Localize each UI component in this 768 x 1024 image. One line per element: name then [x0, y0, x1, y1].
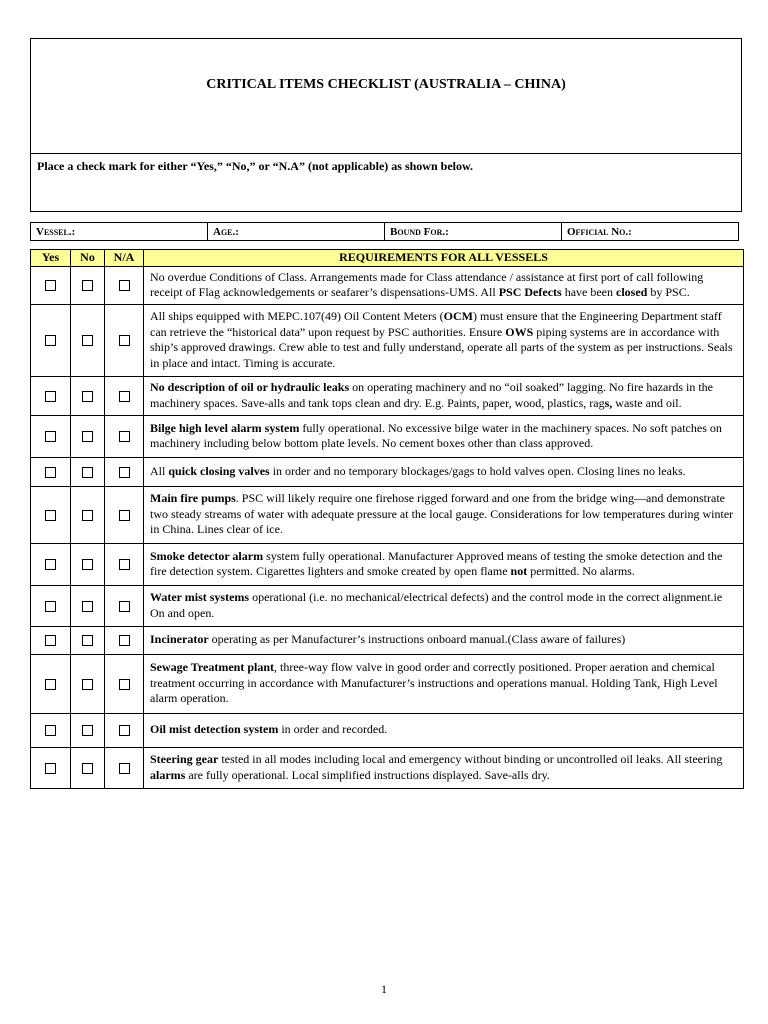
requirement-bold-text: Steering gear [150, 752, 219, 766]
requirement-text [144, 626, 744, 654]
requirement-bold-text: Main fire pumps [150, 491, 236, 506]
cell-yes [31, 585, 71, 626]
cell-yes [31, 266, 71, 304]
requirement-text [144, 654, 744, 713]
requirement-text [144, 486, 744, 543]
checklist-row-oil-content-meters [31, 304, 744, 376]
header-yes: Yes [31, 250, 71, 267]
requirement-bold-text: Sewage Treatment plant [150, 660, 274, 675]
cell-no [71, 747, 105, 788]
checklist-row-bilge-alarm [31, 415, 744, 457]
na-checkbox[interactable] [119, 635, 130, 646]
cell-yes [31, 457, 71, 486]
requirement-bold-text: OCM [443, 309, 473, 323]
header-na: N/A [105, 250, 144, 267]
checklist-row-fire-pumps [31, 486, 744, 543]
yes-checkbox[interactable] [45, 763, 56, 774]
checklist-row-water-mist [31, 585, 744, 626]
requirement-text-segment: tested in all modes including local and emergency without binding or uncontrolled oil leaks. All steering [218, 752, 723, 766]
no-checkbox[interactable] [82, 510, 93, 521]
requirement-bold-text: Smoke detector alarm [150, 548, 264, 563]
requirement-bold-text: closed [616, 285, 648, 299]
header-box [30, 38, 742, 212]
requirement-bold-text: Oil mist detection system [150, 722, 279, 737]
requirement-text-segment: All ships equipped with MEPC.107(49) Oil Content Meters ( [150, 309, 444, 323]
cell-yes [31, 543, 71, 585]
na-checkbox[interactable] [119, 763, 130, 774]
cell-yes [31, 376, 71, 415]
requirement-text [144, 585, 744, 626]
na-checkbox[interactable] [119, 559, 130, 570]
checklist-row-smoke-detector [31, 543, 744, 585]
requirement-text-segment: are fully operational. Local simplified instructions displayed. Save-alls dry. [185, 767, 550, 782]
yes-checkbox[interactable] [45, 725, 56, 736]
cell-na [105, 543, 144, 585]
cell-yes [31, 654, 71, 713]
requirement-text-segment: waste and oil. [612, 395, 682, 410]
yes-checkbox[interactable] [45, 559, 56, 570]
cell-no [71, 304, 105, 376]
page-number: 1 [381, 982, 387, 996]
na-checkbox[interactable] [119, 679, 130, 690]
yes-checkbox[interactable] [45, 467, 56, 478]
requirement-bold-text: alarms [150, 767, 186, 782]
no-checkbox[interactable] [82, 431, 93, 442]
cell-na [105, 376, 144, 415]
header-requirements: REQUIREMENTS FOR ALL VESSELS [144, 250, 744, 267]
no-checkbox[interactable] [82, 679, 93, 690]
requirement-bold-text: Bilge high level alarm system [150, 420, 300, 435]
instruction-text: Place a check mark for either “Yes,” “No,” or “N.A” (not applicable) as shown below. [37, 159, 473, 173]
requirement-text [144, 415, 744, 457]
no-checkbox[interactable] [82, 601, 93, 612]
vessel-field[interactable]: Vessel.: [31, 223, 208, 241]
requirement-text [144, 266, 744, 304]
cell-yes [31, 304, 71, 376]
yes-checkbox[interactable] [45, 635, 56, 646]
requirement-bold-text: PSC Defects [498, 285, 562, 299]
requirement-text-segment: No overdue Conditions of Class. Arrangements made for Class attendance / assistance at first port of call following receipt of Flag acknowledgements or seafarer’s dispensations-UMS. All [150, 269, 704, 299]
requirement-text [144, 376, 744, 415]
na-checkbox[interactable] [119, 280, 130, 291]
cell-no [71, 457, 105, 486]
checklist-header-row [31, 250, 744, 267]
na-checkbox[interactable] [119, 391, 130, 402]
vessel-info-row [31, 223, 739, 241]
requirement-text-segment: operating as per Manufacturer’s instructions onboard manual.(Class aware of failures) [208, 632, 626, 647]
na-checkbox[interactable] [119, 467, 130, 478]
no-checkbox[interactable] [82, 635, 93, 646]
age-field[interactable]: Age.: [208, 223, 385, 241]
cell-no [71, 376, 105, 415]
cell-no [71, 585, 105, 626]
cell-na [105, 457, 144, 486]
requirement-bold-text: Incinerator [150, 632, 209, 647]
checklist-row-sewage-plant [31, 654, 744, 713]
requirement-bold-text: No description of oil or hydraulic leaks [150, 380, 350, 394]
requirement-text-segment: ) must ensure that the Engineering Department staff can retrieve the “historical data” upon request by PSC authorities. Ensure [150, 309, 722, 339]
requirement-text-segment: have been [561, 285, 616, 299]
official-no-field[interactable]: Official No.: [562, 223, 739, 241]
na-checkbox[interactable] [119, 725, 130, 736]
requirement-text [144, 713, 744, 747]
cell-no [71, 415, 105, 457]
na-checkbox[interactable] [119, 601, 130, 612]
requirement-bold-text: quick closing valves [168, 463, 270, 478]
requirement-text-segment: in order and no temporary blockages/gags to hold valves open. Closing lines no leaks. [269, 463, 686, 478]
requirement-text-segment: piping systems are in accordance with ship’s approved drawings. Crew able to test and fully understand, operate all parts of the system as per instructions. Seals in place and intact. Timing is accurate. [150, 324, 733, 370]
cell-no [71, 713, 105, 747]
yes-checkbox[interactable] [45, 601, 56, 612]
requirement-bold-text: OWS [505, 324, 534, 339]
requirement-text-segment: system fully operational. Manufacturer Approved means of testing the smoke detection and the fire detection system. Cigarettes lighters and smoke created by open flame [150, 548, 723, 578]
cell-yes [31, 486, 71, 543]
checklist-row-quick-closing-valves [31, 457, 744, 486]
cell-yes [31, 626, 71, 654]
cell-yes [31, 415, 71, 457]
vessel-info-table [30, 222, 739, 241]
cell-no [71, 486, 105, 543]
checklist-body [31, 266, 744, 788]
cell-na [105, 585, 144, 626]
no-checkbox[interactable] [82, 280, 93, 291]
checklist-row-steering-gear [31, 747, 744, 788]
requirement-bold-text: Water mist systems [150, 590, 250, 604]
cell-yes [31, 747, 71, 788]
no-checkbox[interactable] [82, 335, 93, 346]
requirement-bold-text: not [510, 564, 528, 578]
cell-na [105, 415, 144, 457]
cell-no [71, 626, 105, 654]
yes-checkbox[interactable] [45, 391, 56, 402]
bound-for-field[interactable]: Bound For.: [385, 223, 562, 241]
cell-na [105, 626, 144, 654]
requirement-text-segment: fully operational. No excessive bilge water in the machinery spaces. No soft patches on machinery including below bottom plate levels. No cement boxes other than class approved. [150, 420, 722, 450]
requirement-text [144, 747, 744, 788]
requirement-text-segment: operational (i.e. no mechanical/electrical defects) and the control mode in the correct alignment.ie On and open. [150, 590, 723, 620]
cell-na [105, 486, 144, 543]
requirement-text-segment: on operating machinery and no “oil soaked” lagging. No fire hazards in the machinery spaces. Save-alls and tank tops clean and dry. E.g. Paints, paper, wood, plastics, rag [150, 380, 714, 410]
na-checkbox[interactable] [119, 335, 130, 346]
requirement-bold-text: s, [604, 395, 613, 410]
na-checkbox[interactable] [119, 431, 130, 442]
cell-no [71, 266, 105, 304]
yes-checkbox[interactable] [45, 335, 56, 346]
cell-na [105, 747, 144, 788]
yes-checkbox[interactable] [45, 679, 56, 690]
cell-na [105, 304, 144, 376]
header-divider [31, 153, 741, 154]
cell-yes [31, 713, 71, 747]
requirement-text-segment: by PSC. [647, 285, 690, 299]
checklist-row-class-conditions [31, 266, 744, 304]
checklist-table [30, 249, 744, 789]
requirement-text [144, 304, 744, 376]
checklist-row-oil-leaks [31, 376, 744, 415]
cell-na [105, 654, 144, 713]
requirement-text [144, 543, 744, 585]
checklist-row-incinerator [31, 626, 744, 654]
yes-checkbox[interactable] [45, 431, 56, 442]
no-checkbox[interactable] [82, 391, 93, 402]
na-checkbox[interactable] [119, 510, 130, 521]
requirement-text [144, 457, 744, 486]
no-checkbox[interactable] [82, 467, 93, 478]
cell-no [71, 654, 105, 713]
requirement-text-segment: , three-way flow valve in good order and correctly positioned. Proper aeration and chemical treatment occurring in accordance with Manufacturer’s instructions and operations manual. Holding Tank, High Level alarm operation. [150, 660, 718, 706]
checklist-row-oil-mist [31, 713, 744, 747]
requirement-text-segment: in order and recorded. [278, 722, 388, 737]
yes-checkbox[interactable] [45, 510, 56, 521]
requirement-text-segment: . PSC will likely require one firehose rigged forward and one from the bridge wing—and demonstrate two steady streams of water with adequate pressure at the local gauge. Considerations for low temperatures during winter in China. Lines clear of ice. [150, 491, 734, 537]
cell-na [105, 266, 144, 304]
cell-no [71, 543, 105, 585]
document-title: CRITICAL ITEMS CHECKLIST (AUSTRALIA – CHINA) [206, 77, 566, 92]
no-checkbox[interactable] [82, 763, 93, 774]
requirement-text-segment: All [150, 463, 169, 478]
cell-na [105, 713, 144, 747]
no-checkbox[interactable] [82, 559, 93, 570]
requirement-text-segment: permitted. No alarms. [527, 564, 635, 578]
no-checkbox[interactable] [82, 725, 93, 736]
header-no: No [71, 250, 105, 267]
yes-checkbox[interactable] [45, 280, 56, 291]
